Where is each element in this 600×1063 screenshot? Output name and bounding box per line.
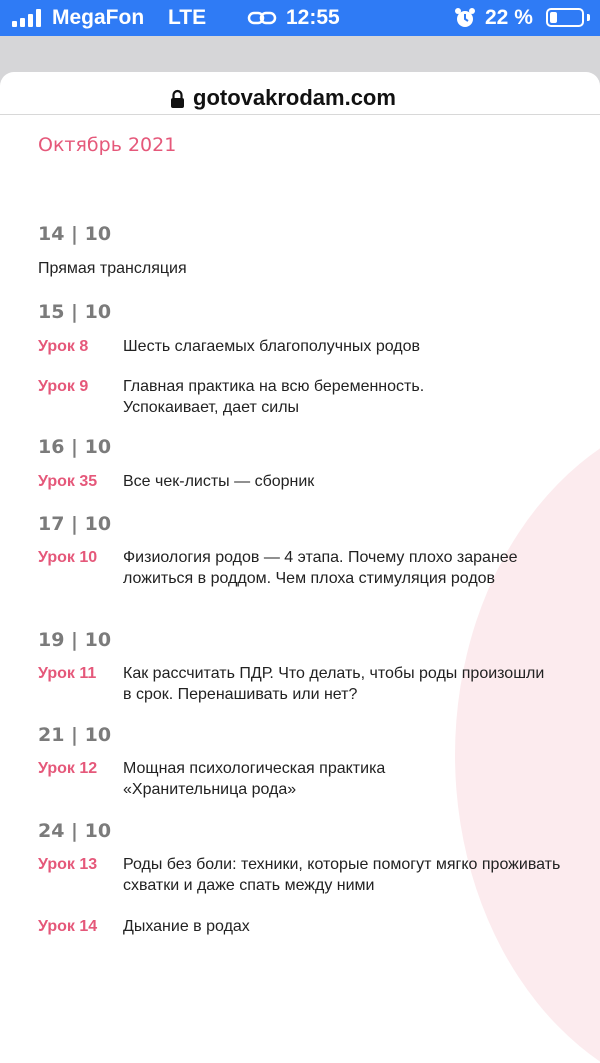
lesson-number: Урок 14 xyxy=(38,918,98,935)
lesson-title: Шесть слагаемых благополучных родов xyxy=(123,338,421,355)
date-heading: 17 | 10 xyxy=(38,513,112,535)
date-heading: 24 | 10 xyxy=(38,820,112,842)
date-heading: 16 | 10 xyxy=(38,436,112,458)
lesson-number: Урок 12 xyxy=(38,760,98,777)
status-bar xyxy=(0,0,600,36)
date-heading: 21 | 10 xyxy=(38,724,112,746)
lock-icon xyxy=(170,89,185,109)
carrier-name: MegaFon xyxy=(52,6,145,29)
schedule-item-text: Прямая трансляция xyxy=(38,260,187,277)
lesson-title: Главная практика на всю беременность. Успокаивает, дает силы xyxy=(123,378,425,416)
address-bar[interactable] xyxy=(0,72,600,115)
lesson-number: Урок 11 xyxy=(38,665,97,682)
lesson-number: Урок 13 xyxy=(38,856,98,873)
lesson-title: Все чек-листы — сборник xyxy=(123,473,315,490)
battery-level xyxy=(550,12,557,23)
lesson-title: Роды без боли: техники, которые помогут мягко проживать схватки и даже спать между ними xyxy=(123,856,561,894)
lesson-title: Как рассчитать ПДР. Что делать, чтобы роды произошли в срок. Перенашивать или нет? xyxy=(123,665,545,703)
decorative-circle xyxy=(455,405,600,1063)
clock-time: 12:55 xyxy=(286,6,340,29)
lesson-title: Физиология родов — 4 этапа. Почему плохо заранее ложиться в роддом. Чем плоха стимуляция родов xyxy=(123,549,518,587)
lesson-number: Урок 10 xyxy=(38,549,98,566)
network-type: LTE xyxy=(168,6,207,29)
battery-percent: 22 % xyxy=(485,6,533,29)
lesson-number: Урок 9 xyxy=(38,378,89,395)
alarm-icon xyxy=(454,7,476,29)
page-content xyxy=(0,115,600,1063)
link-icon xyxy=(247,9,277,27)
date-heading: 14 | 10 xyxy=(38,223,112,245)
lesson-title: Мощная психологическая практика «Хранительница рода» xyxy=(123,760,386,798)
lesson-title: Дыхание в родах xyxy=(123,918,250,935)
lesson-number: Урок 8 xyxy=(38,338,89,355)
signal-bars-icon xyxy=(12,9,44,27)
lesson-number: Урок 35 xyxy=(38,473,98,490)
date-heading: 19 | 10 xyxy=(38,629,112,651)
month-title: Октябрь 2021 xyxy=(38,134,177,156)
battery-icon xyxy=(546,8,584,27)
date-heading: 15 | 10 xyxy=(38,301,112,323)
battery-tip xyxy=(587,14,590,21)
url-text[interactable]: gotovakrodam.com xyxy=(193,85,396,110)
